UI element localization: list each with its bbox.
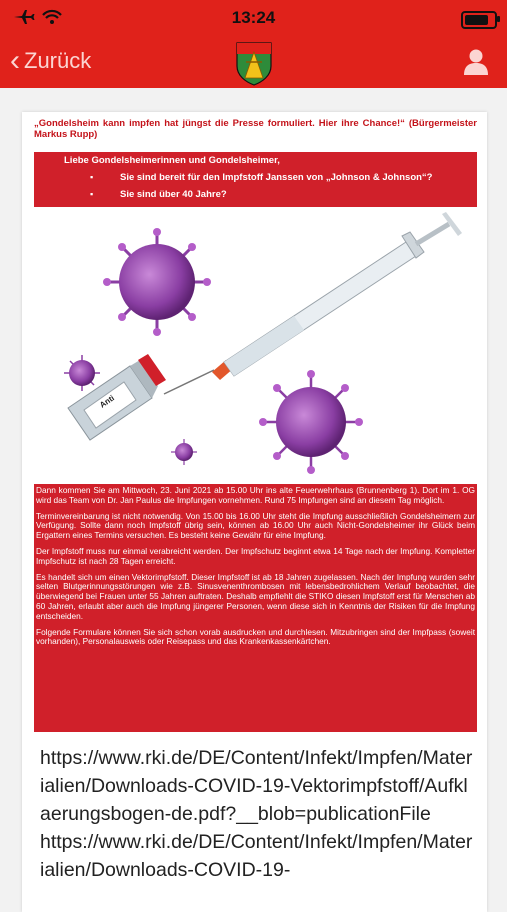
- intro-box: [34, 152, 477, 207]
- article-body: [34, 484, 477, 734]
- virus-icon: [103, 228, 211, 336]
- back-label: Zurück: [24, 48, 92, 73]
- status-bar: [0, 0, 507, 38]
- person-icon[interactable]: [463, 48, 489, 76]
- paragraph: Der Impfstoff muss nur einmal verabreicht werden. Der Impfschutz beginnt etwa 14 Tage nach der Impfung. Kompletter Impfschutz ist nach 28 Tagen erreicht.: [36, 545, 475, 566]
- paragraph: Es handelt sich um einen Vektorimpfstoff. Dieser Impfstoff ist ab 18 Jahren zugelassen. Nach der Impfung wurden sehr selten Blutgerinnungsstörungen wie z.B. Sinusvenenthrombosen mit lebensbedrohlichem Verlauf beobachtet, die überwiegend bei Frauen unter 55 Jahren auftraten. Deshalb empfiehlt die STIKO diesen Impfstoff erst für Menschen ab 60 Jahren, erlaubt aber auch die Impfung jüngerer Personen, wenn diese sich in Kenntnis der Risiken für die Impfung entscheiden.: [36, 571, 475, 621]
- virus-icon: [64, 355, 100, 391]
- back-button[interactable]: [10, 46, 91, 76]
- chevron-left-icon: ‹: [10, 44, 20, 77]
- download-link[interactable]: https://www.rki.de/DE/Content/Infekt/Impfen/Materialien/Downloads-COVID-19-: [40, 831, 473, 881]
- greeting: Liebe Gondelsheimerinnen und Gondelsheimer,: [64, 155, 280, 166]
- battery-icon: [461, 11, 497, 29]
- news-article-card: [22, 112, 487, 912]
- vial-label: Anti: [98, 393, 117, 410]
- virus-icon: [259, 370, 363, 474]
- virus-icon: [171, 439, 197, 465]
- paragraph: Dann kommen Sie am Mittwoch, 23. Juni 2021 ab 15.00 Uhr ins alte Feuerwehrhaus (Brunnenberg 1). Dort im 1. OG wird das Team von Dr. Jan Paulus die Impfungen vornehmen. Rund 75 Impfungen sind an diesem Tag möglich.: [36, 485, 475, 505]
- municipal-crest-icon: [234, 40, 274, 86]
- vaccine-illustration: [34, 212, 477, 482]
- paragraph: Terminvereinbarung ist nicht notwendig. Von 15.00 bis 16.00 Uhr steht die Impfung ausschließlich Gondelsheimern zur Verfügung. Sollte dann noch Impfstoff übrig sein, können ab 16.00 Uhr auch Nicht-Gondelsheimer ihr Glück beim Ergattern eines Termins versuchen. Es besteht keine Gewähr für eine Impfung.: [36, 510, 475, 541]
- bullet-item: ▪ Sie sind bereit für den Impfstoff Janssen von „Johnson & Johnson“?: [90, 172, 433, 183]
- mayor-quote: „Gondelsheim kann impfen hat jüngst die Presse formuliert. Hier ihre Chance!“ (Bürgermeister Markus Rupp): [34, 118, 477, 140]
- status-time: 13:24: [231, 8, 276, 27]
- syringe-icon: [164, 212, 462, 394]
- link-list: [22, 732, 487, 912]
- bullet-item: ▪ Sie sind über 40 Jahre?: [90, 189, 227, 200]
- paragraph: Folgende Formulare können Sie sich schon vorab ausdrucken und durchlesen. Mitzubringen sind der Impfpass (soweit vorhanden), Personalausweis oder Reisepass und das Krankenkassenkärtchen.: [36, 626, 475, 647]
- navigation-bar: [0, 38, 507, 88]
- download-link[interactable]: https://www.rki.de/DE/Content/Infekt/Impfen/Materialien/Downloads-COVID-19-Vektorimpfstoff/Aufklaerungsbogen-de.pdf?__blob=publicationFile: [40, 747, 473, 825]
